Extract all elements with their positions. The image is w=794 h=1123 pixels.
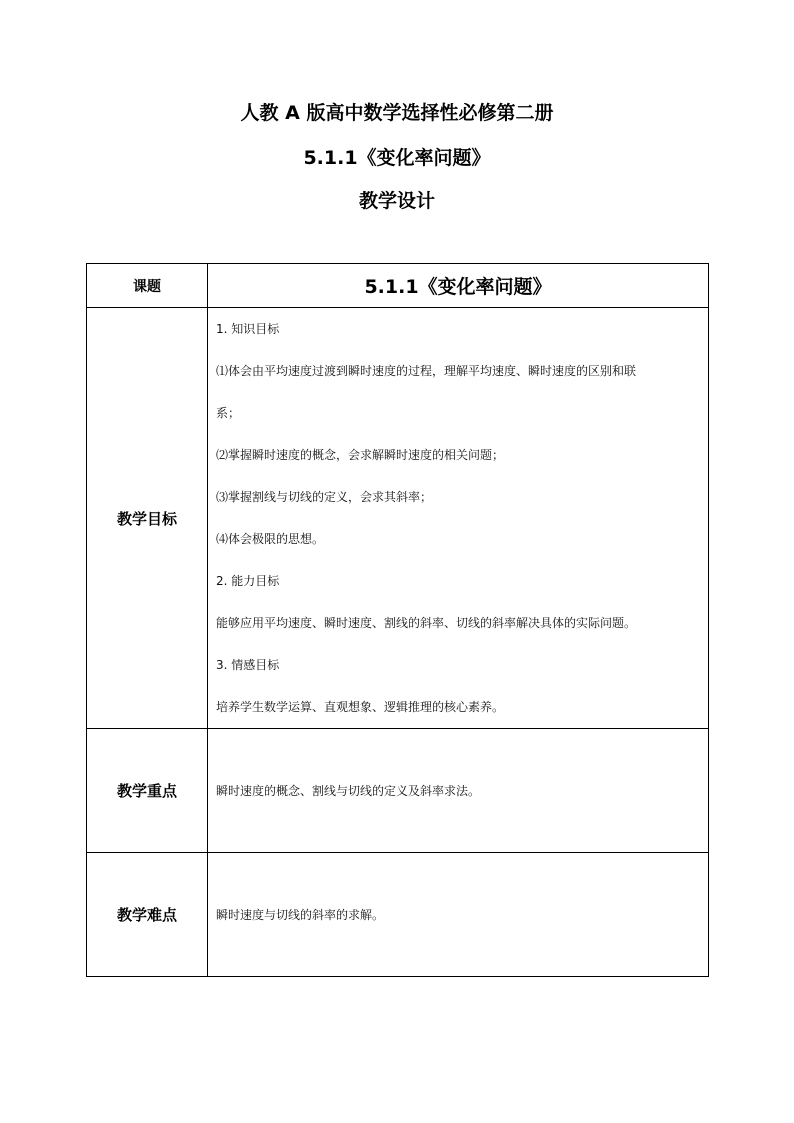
goal-line: ⑷体会极限的思想。 xyxy=(216,532,325,546)
goal-line: 培养学生数学运算、直观想象、逻辑推理的核心素养。 xyxy=(216,700,505,714)
goals-content xyxy=(208,308,709,729)
goal-line: 3. 情感目标 xyxy=(216,658,280,672)
table-row-difficulties xyxy=(87,853,709,977)
goal-line: ⑴体会由平均速度过渡到瞬时速度的过程，理解平均速度、瞬时速度的区别和联 xyxy=(216,364,637,378)
table-row-key-points xyxy=(87,729,709,853)
goal-line: 1. 知识目标 xyxy=(216,322,280,336)
difficulties-value: 瞬时速度与切线的斜率的求解。 xyxy=(208,853,709,977)
lesson-plan-table xyxy=(86,263,709,977)
document-title-block xyxy=(0,104,794,211)
goals-label: 教学目标 xyxy=(87,308,208,729)
difficulties-label: 教学难点 xyxy=(87,853,208,977)
lesson-title: 5.1.1《变化率问题》 xyxy=(303,147,491,169)
topic-value: 5.1.1《变化率问题》 xyxy=(208,264,709,308)
goal-line: 能够应用平均速度、瞬时速度、割线的斜率、切线的斜率解决具体的实际问题。 xyxy=(216,616,637,630)
document-title: 人教 A 版高中数学选择性必修第二册 xyxy=(240,102,554,124)
table-row-goals xyxy=(87,308,709,729)
key-points-value: 瞬时速度的概念、割线与切线的定义及斜率求法。 xyxy=(208,729,709,853)
goal-line: ⑶掌握割线与切线的定义，会求其斜率； xyxy=(216,490,433,504)
table-row-topic xyxy=(87,264,709,308)
document-subtitle: 教学设计 xyxy=(358,190,435,212)
key-points-label: 教学重点 xyxy=(87,729,208,853)
topic-label: 课题 xyxy=(87,264,208,308)
goal-line: 系； xyxy=(216,406,241,420)
goal-line: ⑵掌握瞬时速度的概念，会求解瞬时速度的相关问题； xyxy=(216,448,505,462)
goal-line: 2. 能力目标 xyxy=(216,574,280,588)
